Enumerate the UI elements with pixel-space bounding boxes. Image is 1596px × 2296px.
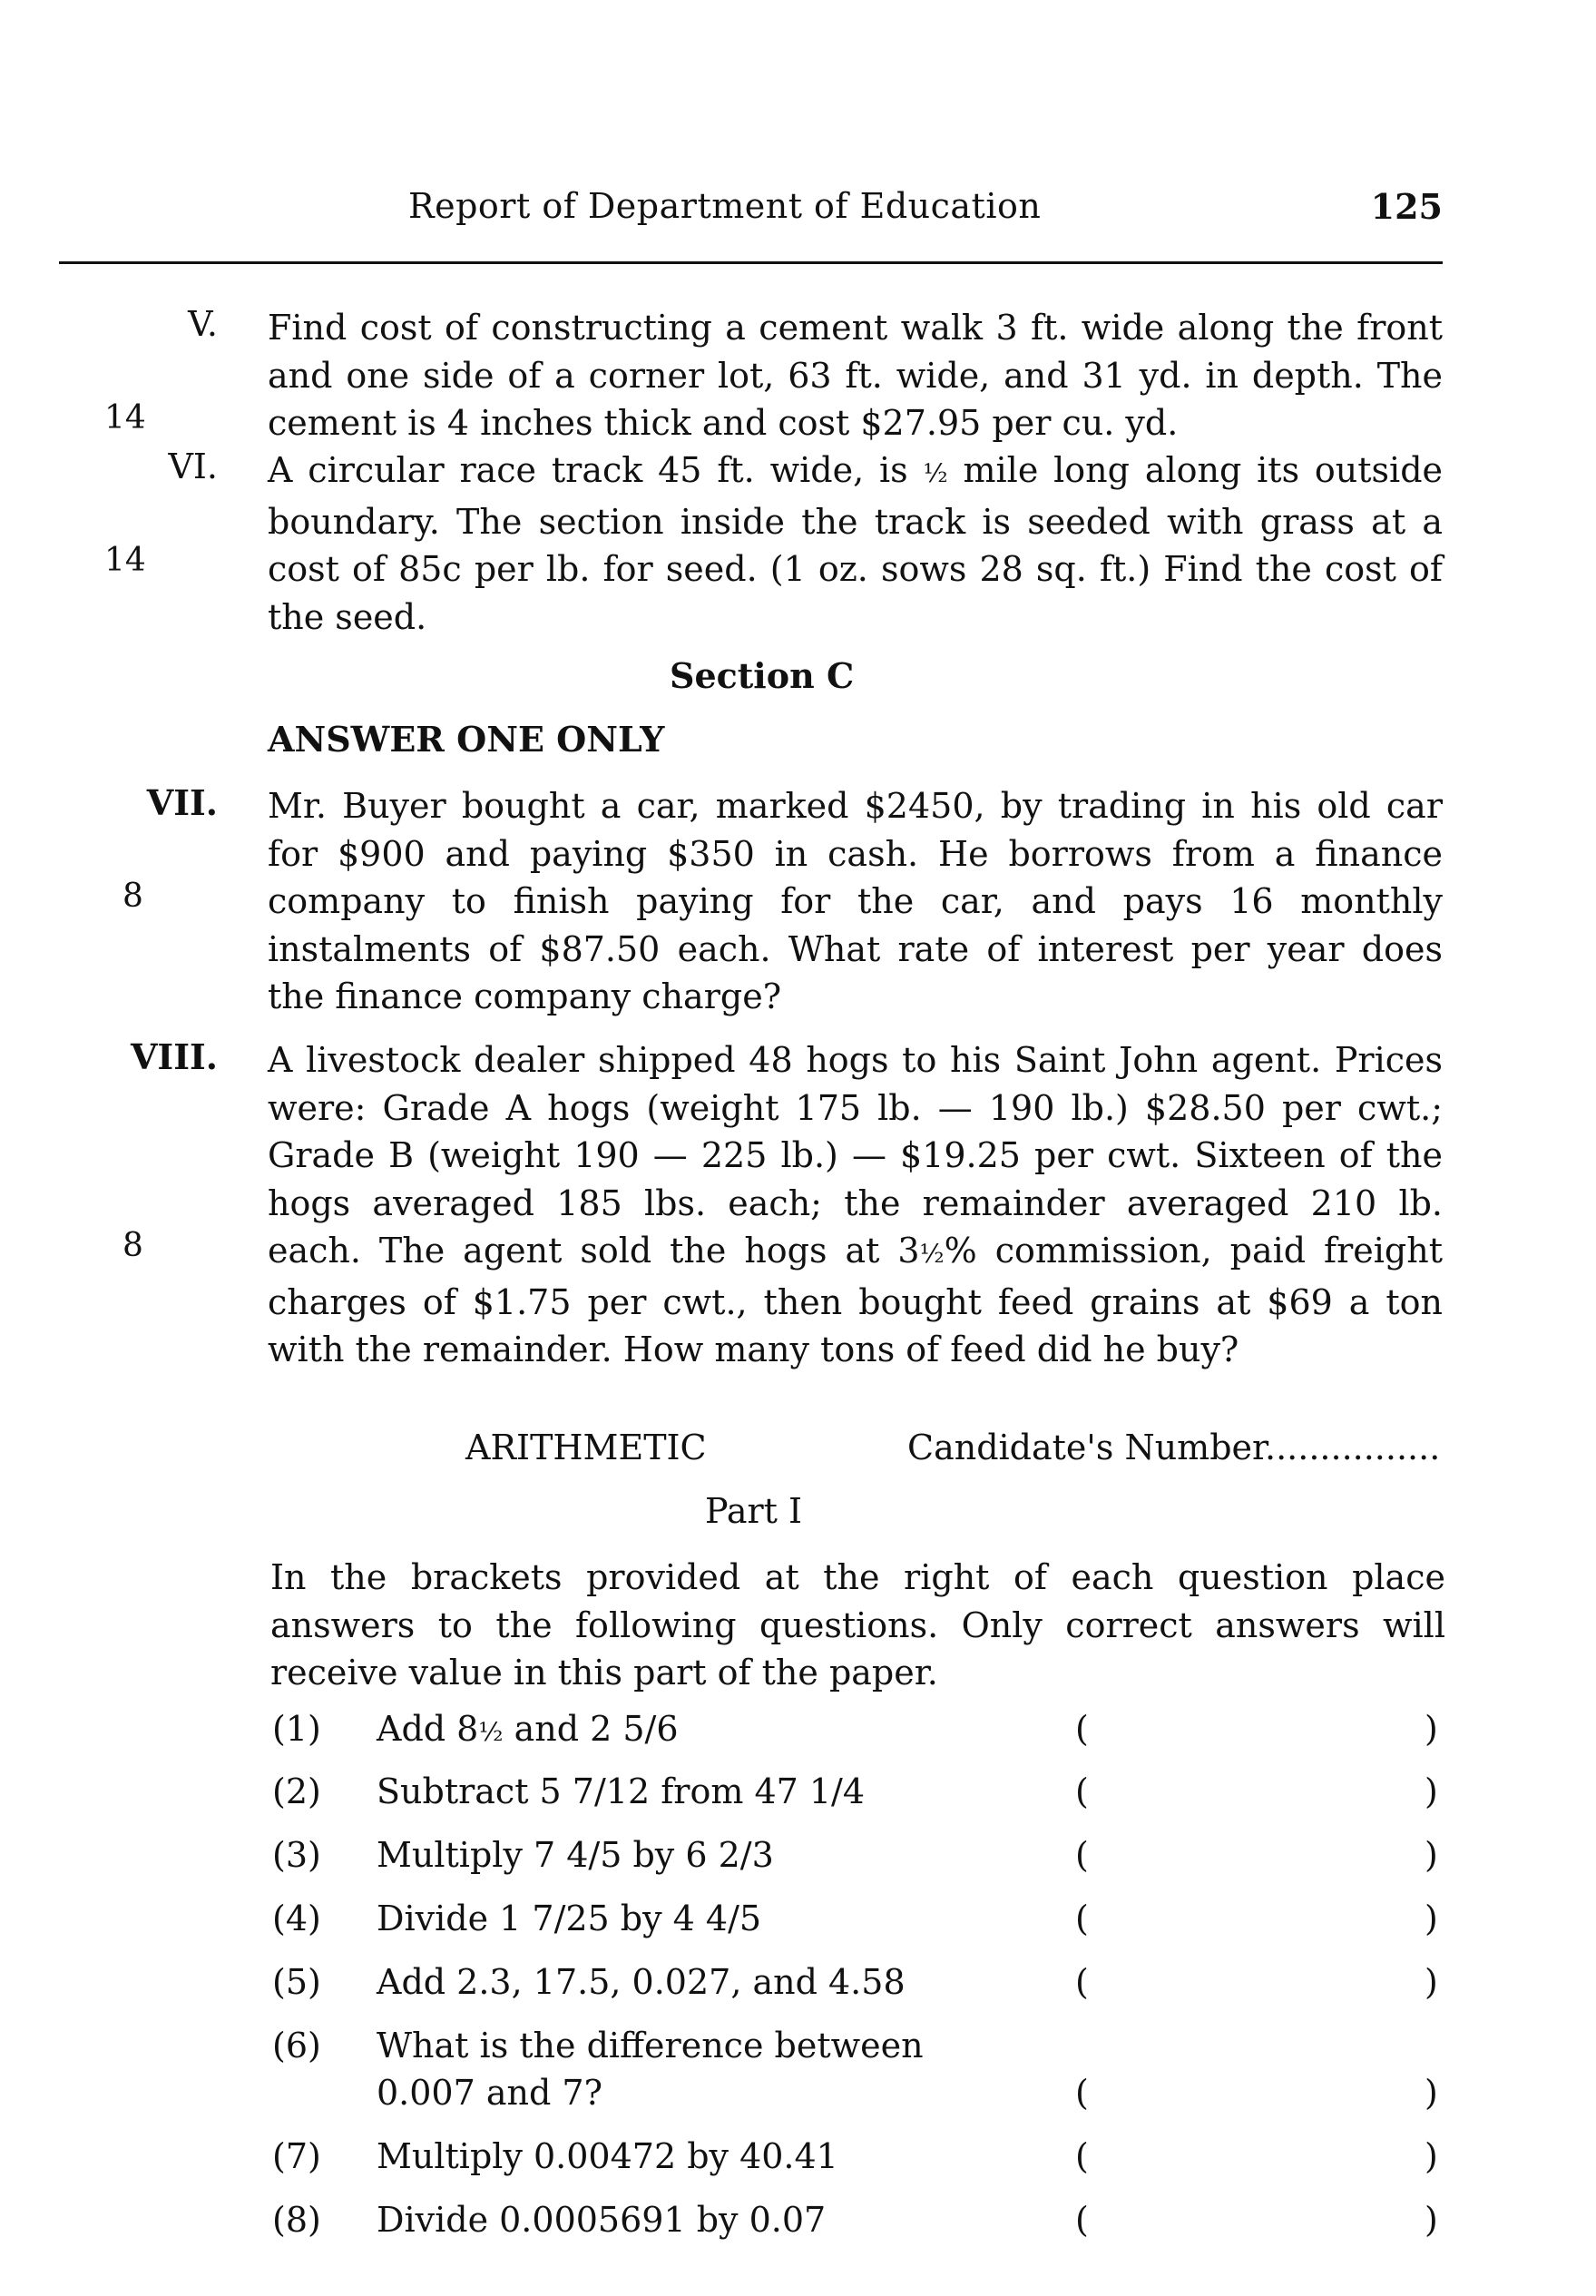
question-marks: 8 (122, 1227, 143, 1264)
answer-bracket-open[interactable]: ( (1075, 2073, 1089, 2113)
list-item (0, 1835, 1596, 1889)
answer-bracket-open[interactable]: ( (1075, 1899, 1089, 1938)
answer-bracket-open[interactable]: ( (1075, 2200, 1089, 2240)
answer-bracket-close[interactable]: ) (1425, 2136, 1438, 2176)
question-text (268, 446, 1443, 641)
text-segment: and 2 5/6 (503, 1709, 679, 1749)
answer-bracket-close[interactable]: ) (1425, 1899, 1438, 1938)
item-text-line: What is the difference between (377, 2026, 924, 2065)
item-text: Divide 1 7/25 by 4 4/5 (377, 1899, 762, 1938)
question-text: Find cost of constructing a cement walk 3 ft. wide along the front and one side of a corner lot, 63 ft. wide, and 31 yd. in depth. The cement is 4 inches thick and cost $27.95 per cu. yd. (268, 308, 1443, 443)
question-text (268, 1036, 1443, 1374)
answer-bracket-close[interactable]: ) (1425, 2200, 1438, 2240)
text-segment: % commission, paid freight charges of $1.75 per cwt., then bought feed grains at $69 a ton with the remainder. How many tons of feed did he buy? (268, 1231, 1443, 1369)
question-marks: 14 (104, 542, 146, 579)
item-number: (4) (272, 1899, 321, 1938)
item-text: Add 2.3, 17.5, 0.027, and 4.58 (377, 1962, 906, 2002)
list-item (0, 2200, 1596, 2254)
part-heading: Part I (705, 1491, 803, 1531)
header-title: Report of Department of Education (408, 186, 1042, 226)
question-marks: 14 (104, 399, 146, 437)
instructions-paragraph: In the brackets provided at the right of each question place answers to the following questions. Only correct answers will receive value in this part of the paper. (270, 1557, 1445, 1693)
question-text: Mr. Buyer bought a car, marked $2450, by trading in his old car for $900 and paying $350 in cash. He borrows from a finance company to finish paying for the car, and pays 16 monthly instalments of $87.50 each. What rate of interest per year does the finance company charge? (268, 786, 1443, 1016)
item-number: (7) (272, 2136, 321, 2176)
fraction-half: ½ (478, 1717, 504, 1747)
list-item (0, 1771, 1596, 1826)
item-text: Multiply 7 4/5 by 6 2/3 (377, 1835, 774, 1875)
item-text: Multiply 0.00472 by 40.41 (377, 2136, 838, 2176)
answer-bracket-open[interactable]: ( (1075, 2136, 1089, 2176)
answer-bracket-close[interactable]: ) (1425, 1709, 1438, 1749)
text-segment: mile long along its outside boundary. The section inside the track is seeded with grass at a cost of 85c per lb. for seed. (1 oz. sows 28 sq. ft.) Find the cost of the seed. (268, 450, 1444, 637)
header-rule (59, 261, 1443, 264)
answer-bracket-close[interactable]: ) (1425, 1771, 1438, 1811)
section-heading: Section C (670, 655, 855, 696)
question-numeral: V. (188, 304, 218, 344)
text-segment: A circular race track 45 ft. wide, is (268, 450, 924, 490)
question-numeral: VII. (146, 782, 218, 823)
text-segment: A livestock dealer shipped 48 hogs to his Saint John agent. Prices were: Grade A hogs (weight 175 lb. — 190 lb.) $28.50 per cwt.; Grade B (weight 190 — 225 lb.) — $19.25 per cwt. Sixteen of the hogs averaged 185 lbs. each; the remainder averaged 210 lb. each. The agent sold the hogs at 3 (268, 1040, 1443, 1271)
answer-bracket-open[interactable]: ( (1075, 1835, 1089, 1875)
item-text (377, 1709, 679, 1749)
page-number: 125 (1370, 186, 1443, 227)
candidate-number-field: Candidate's Number................ (907, 1428, 1441, 1467)
item-text: Divide 0.0005691 by 0.07 (377, 2200, 827, 2240)
answer-bracket-open[interactable]: ( (1075, 1962, 1089, 2002)
running-header (59, 186, 1443, 240)
item-text: Subtract 5 7/12 from 47 1/4 (377, 1771, 866, 1811)
item-number: (3) (272, 1835, 321, 1875)
item-number: (2) (272, 1771, 321, 1811)
list-item (0, 2136, 1596, 2191)
answer-bracket-close[interactable]: ) (1425, 1962, 1438, 2002)
list-item (0, 2026, 1596, 2125)
list-item (0, 1709, 1596, 1763)
item-number: (5) (272, 1962, 321, 2002)
list-item (0, 1899, 1596, 1953)
list-item (0, 1962, 1596, 2016)
fraction-half: ½ (923, 458, 948, 488)
question-marks: 8 (122, 878, 143, 915)
arithmetic-title: ARITHMETIC (465, 1428, 707, 1467)
answer-bracket-open[interactable]: ( (1075, 1771, 1089, 1811)
item-number: (1) (272, 1709, 321, 1749)
item-text-line: 0.007 and 7? (377, 2073, 602, 2113)
answer-bracket-close[interactable]: ) (1425, 2073, 1438, 2113)
section-instruction: ANSWER ONE ONLY (268, 719, 665, 760)
item-number: (6) (272, 2026, 321, 2065)
item-number: (8) (272, 2200, 321, 2240)
fraction-half: ½ (919, 1239, 945, 1269)
question-numeral: VI. (168, 446, 218, 486)
answer-bracket-close[interactable]: ) (1425, 1835, 1438, 1875)
question-numeral: VIII. (130, 1036, 218, 1077)
text-segment: Add 8 (377, 1709, 479, 1749)
answer-bracket-open[interactable]: ( (1075, 1709, 1089, 1749)
